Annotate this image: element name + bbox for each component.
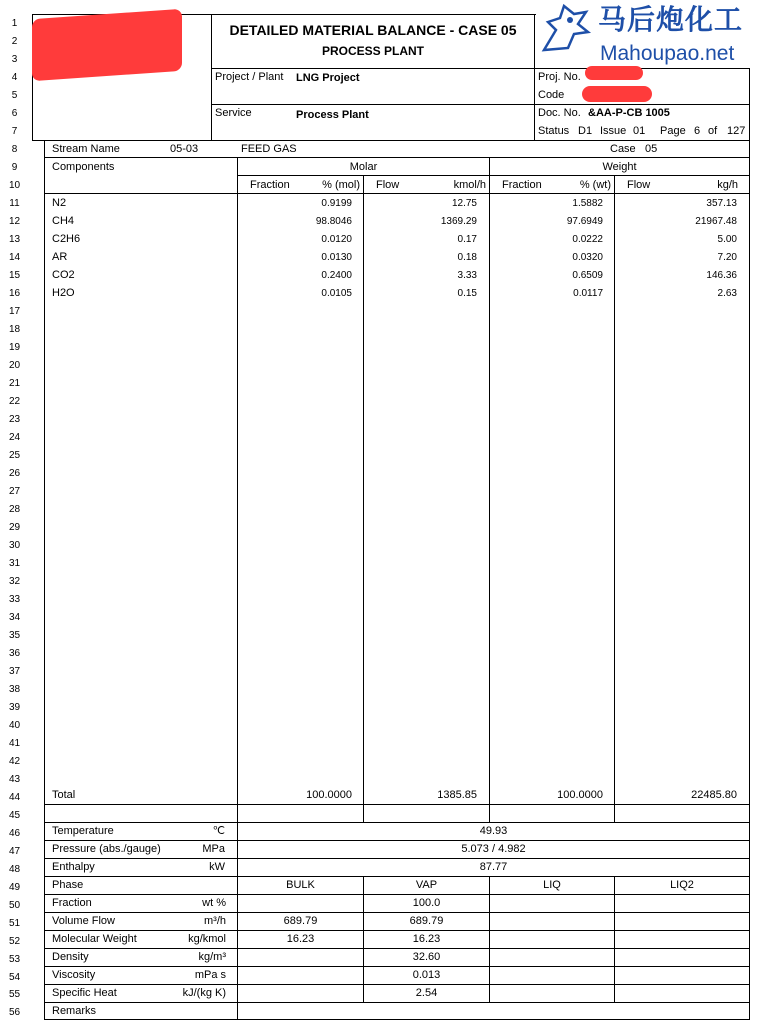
component-mol-flow: 0.15 [457, 288, 477, 299]
component-wt-pct: 0.0222 [572, 234, 603, 245]
document-title: DETAILED MATERIAL BALANCE - CASE 05 [229, 22, 517, 38]
stream-description: FEED GAS [241, 143, 297, 155]
status-value: D1 [578, 125, 593, 137]
row-number: 6 [11, 108, 18, 119]
row-number: 30 [8, 540, 21, 551]
row-number: 42 [8, 756, 21, 767]
row-number: 39 [8, 702, 21, 713]
row-number: 48 [8, 864, 21, 875]
row-number: 46 [8, 828, 21, 839]
row-number: 9 [11, 162, 18, 173]
row-number: 12 [8, 216, 21, 227]
case-label: Case [610, 143, 636, 155]
property-vap: 689.79 [409, 915, 444, 927]
row-number: 10 [8, 180, 21, 191]
property-vap: 2.54 [415, 987, 438, 999]
phase-label: Phase [52, 879, 84, 891]
row-number: 24 [8, 432, 21, 443]
component-wt-pct: 0.6509 [572, 270, 603, 281]
component-wt-flow: 2.63 [717, 288, 737, 299]
property-label: Density [52, 951, 89, 963]
stream-name-label: Stream Name [52, 143, 120, 155]
horse-logo-icon [538, 2, 594, 54]
property-bulk: 16.23 [286, 933, 315, 945]
component-wt-pct: 0.0320 [572, 252, 603, 263]
stream-id: 05-03 [170, 143, 199, 155]
mol-flow-unit-header: kmol/h [453, 179, 486, 191]
property-label: Molecular Weight [52, 933, 137, 945]
row-number: 5 [11, 90, 18, 101]
component-mol-flow: 1369.29 [440, 216, 477, 227]
mol-flow-header: Flow [376, 179, 400, 191]
row-number: 33 [8, 594, 21, 605]
component-mol-flow: 3.33 [457, 270, 477, 281]
issue-label: Issue [600, 125, 627, 137]
component-wt-flow: 21967.48 [695, 216, 737, 227]
component-mol-pct: 0.0120 [321, 234, 352, 245]
total-mol-flow: 1385.85 [437, 789, 477, 801]
property-vap: 32.60 [412, 951, 441, 963]
row-number: 31 [8, 558, 21, 569]
logo-cn-text: 马后炮化工 [598, 4, 744, 35]
component-wt-flow: 146.36 [706, 270, 737, 281]
logo-site-text: Mahoupao.net [600, 42, 735, 65]
condition-value: 49.93 [479, 825, 508, 837]
property-label: Volume Flow [52, 915, 115, 927]
component-mol-flow: 0.17 [457, 234, 477, 245]
row-number: 52 [8, 936, 21, 947]
row-number: 41 [8, 738, 21, 749]
component-wt-flow: 5.00 [717, 234, 737, 245]
project-value: LNG Project [296, 72, 360, 84]
row-number: 43 [8, 774, 21, 785]
wt-pct-header: % (wt) [579, 179, 611, 191]
remarks-label: Remarks [52, 1005, 97, 1017]
condition-unit: ℃ [212, 825, 225, 837]
row-number: 37 [8, 666, 21, 677]
project-label: Project / Plant [215, 71, 284, 83]
row-number: 20 [8, 360, 21, 371]
component-name: N2 [52, 197, 67, 209]
component-name: CO2 [52, 269, 75, 281]
phase-liq2: LIQ2 [670, 879, 694, 891]
property-vap: 100.0 [412, 897, 441, 909]
row-number: 23 [8, 414, 21, 425]
row-number: 36 [8, 648, 21, 659]
mol-fraction-header: Fraction [250, 179, 290, 191]
row-number: 4 [11, 72, 18, 83]
row-number: 44 [8, 792, 21, 803]
row-number: 2 [11, 36, 18, 47]
row-number: 55 [8, 989, 21, 1000]
row-number: 38 [8, 684, 21, 695]
row-number: 15 [8, 270, 21, 281]
component-mol-pct: 0.0105 [321, 288, 352, 299]
watermark-logo [536, 0, 764, 68]
doc-no-value: &AA-P-CB 1005 [588, 107, 670, 119]
row-number: 29 [8, 522, 21, 533]
row-number: 47 [8, 846, 21, 857]
condition-unit: kW [209, 861, 225, 873]
row-number: 8 [11, 144, 18, 155]
condition-unit: MPa [202, 843, 225, 855]
phase-vap: VAP [415, 879, 438, 891]
condition-label: Pressure (abs./gauge) [52, 843, 161, 855]
redacted-code [582, 86, 652, 102]
component-mol-flow: 0.18 [457, 252, 477, 263]
row-number: 56 [8, 1007, 21, 1018]
service-value: Process Plant [296, 109, 369, 121]
weight-header: Weight [602, 161, 637, 173]
wt-flow-header: Flow [627, 179, 651, 191]
component-name: AR [52, 251, 68, 263]
row-number: 25 [8, 450, 21, 461]
status-label: Status [538, 125, 570, 137]
row-number: 45 [8, 810, 21, 821]
condition-value: 5.073 / 4.982 [461, 843, 526, 855]
component-wt-flow: 357.13 [706, 198, 737, 209]
row-number: 19 [8, 342, 21, 353]
phase-liq: LIQ [543, 879, 561, 891]
row-number: 3 [11, 54, 18, 65]
case-value: 05 [645, 143, 658, 155]
row-number: 35 [8, 630, 21, 641]
mol-pct-header: % (mol) [322, 179, 360, 191]
component-mol-pct: 0.0130 [321, 252, 352, 263]
components-header: Components [52, 161, 115, 173]
component-mol-pct: 98.8046 [315, 216, 352, 227]
component-wt-pct: 0.0117 [573, 288, 603, 299]
code-label: Code [538, 89, 565, 101]
row-number: 26 [8, 468, 21, 479]
condition-label: Enthalpy [52, 861, 95, 873]
page-label: Page [660, 125, 686, 137]
document-subtitle: PROCESS PLANT [321, 44, 424, 58]
row-number: 22 [8, 396, 21, 407]
page-value: 6 [694, 125, 701, 137]
row-number: 16 [8, 288, 21, 299]
component-wt-pct: 97.6949 [566, 216, 603, 227]
row-number: 54 [8, 972, 21, 983]
total-mol-pct: 100.0000 [306, 789, 352, 801]
row-number: 13 [8, 234, 21, 245]
property-label: Fraction [52, 897, 92, 909]
component-name: CH4 [52, 215, 75, 227]
phase-bulk: BULK [286, 879, 315, 891]
total-wt-flow: 22485.80 [691, 789, 737, 801]
component-name: C2H6 [52, 233, 81, 245]
component-name: H2O [52, 287, 75, 299]
row-number: 27 [8, 486, 21, 497]
property-unit: m³/h [204, 915, 226, 927]
property-unit: kJ/(kg K) [182, 987, 226, 999]
proj-no-label: Proj. No. [538, 71, 581, 83]
row-number: 32 [8, 576, 21, 587]
row-number: 40 [8, 720, 21, 731]
component-mol-pct: 0.2400 [321, 270, 352, 281]
row-number: 49 [8, 882, 21, 893]
property-unit: kg/kmol [188, 933, 226, 945]
total-pages: 127 [727, 125, 746, 137]
property-unit: wt % [202, 897, 226, 909]
wt-fraction-header: Fraction [502, 179, 542, 191]
property-bulk: 689.79 [283, 915, 318, 927]
row-number: 7 [11, 126, 18, 137]
molar-header: Molar [349, 161, 378, 173]
row-number: 11 [9, 198, 20, 209]
condition-value: 87.77 [479, 861, 508, 873]
component-wt-flow: 7.20 [717, 252, 737, 263]
component-mol-pct: 0.9199 [321, 198, 352, 209]
property-label: Viscosity [52, 969, 96, 981]
row-number: 1 [11, 18, 18, 29]
component-wt-pct: 1.5882 [572, 198, 603, 209]
total-wt-pct: 100.0000 [557, 789, 603, 801]
property-vap: 16.23 [412, 933, 441, 945]
property-label: Specific Heat [52, 987, 117, 999]
wt-flow-unit-header: kg/h [717, 179, 738, 191]
of-label: of [708, 125, 718, 137]
property-unit: kg/m³ [198, 951, 226, 963]
redacted-company-block [32, 9, 182, 81]
redacted-proj-no [585, 66, 643, 80]
row-number: 50 [8, 900, 21, 911]
row-number: 21 [8, 378, 21, 389]
issue-value: 01 [633, 125, 646, 137]
row-number: 18 [8, 324, 21, 335]
row-number: 34 [8, 612, 21, 623]
row-number: 28 [8, 504, 21, 515]
property-vap: 0.013 [412, 969, 441, 981]
row-number: 14 [8, 252, 21, 263]
total-label: Total [52, 789, 76, 801]
condition-label: Temperature [52, 825, 114, 837]
component-mol-flow: 12.75 [451, 198, 477, 209]
service-label: Service [215, 107, 252, 119]
row-number: 53 [8, 954, 21, 965]
row-number: 51 [8, 918, 21, 929]
doc-no-label: Doc. No. [538, 107, 581, 119]
row-number: 17 [8, 306, 21, 317]
property-unit: mPa s [194, 969, 226, 981]
